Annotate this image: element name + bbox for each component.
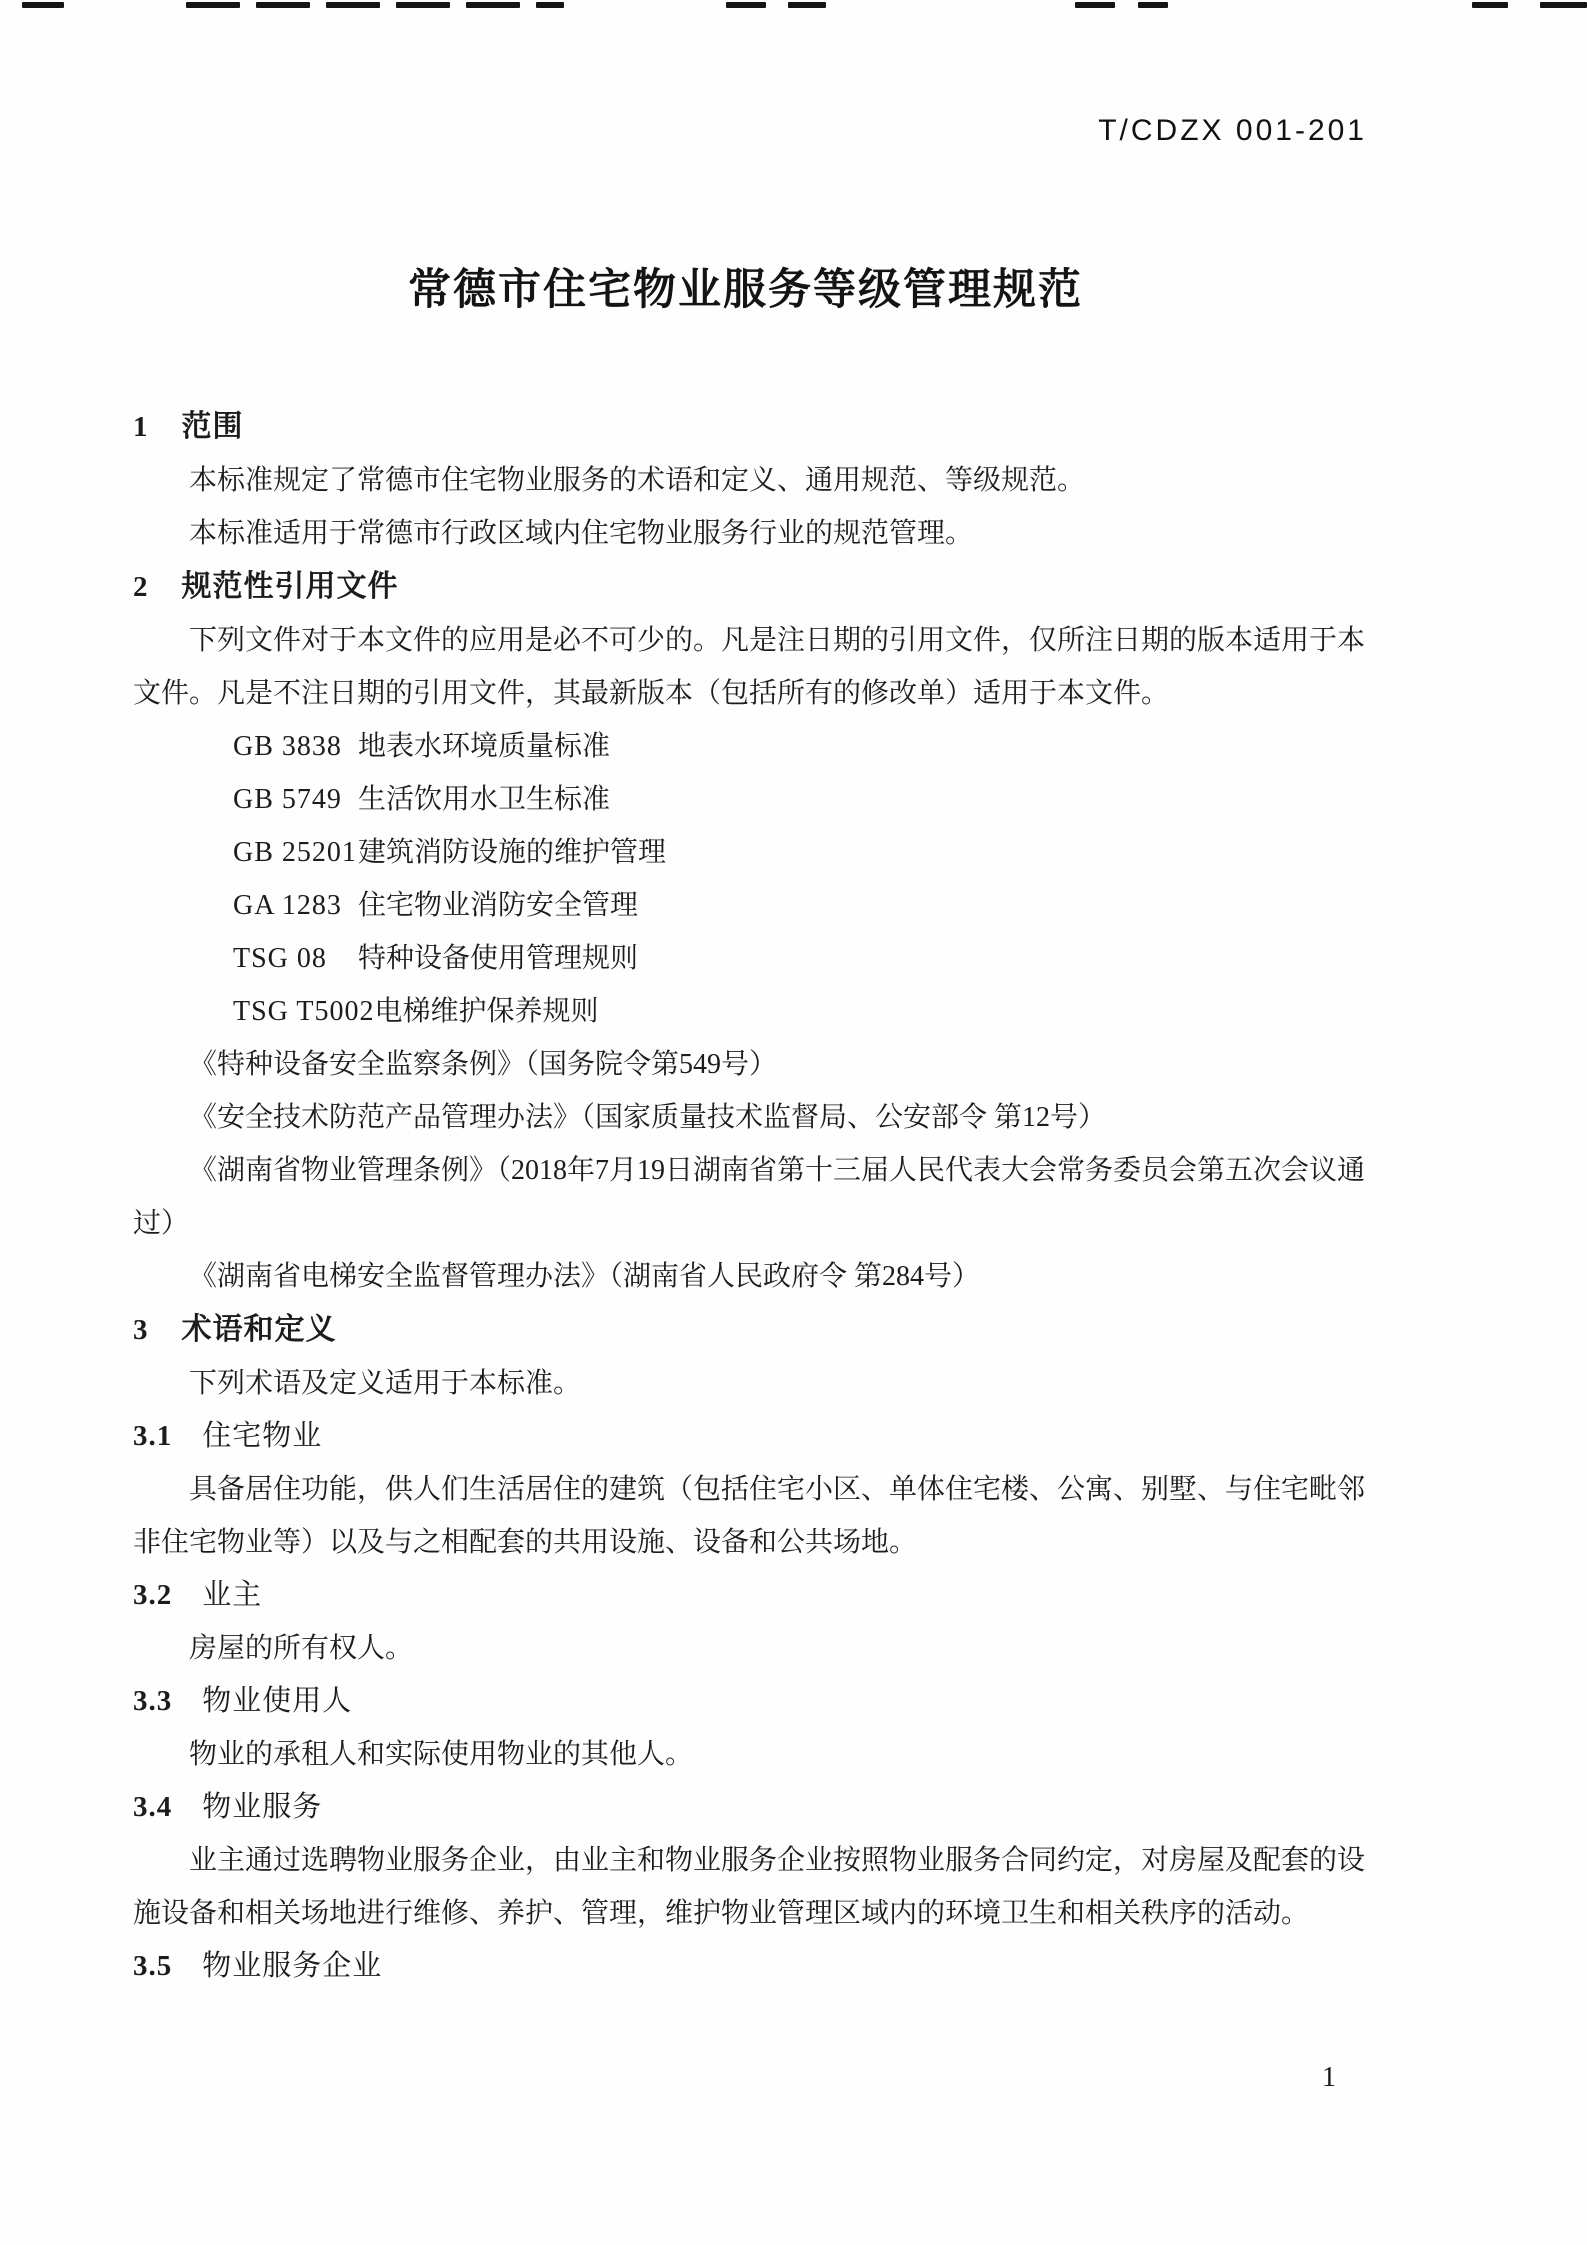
document-body [133,400,1365,1993]
term-3-5-heading [133,1940,1365,1993]
paragraph: 下列术语及定义适用于本标准。 [189,1368,582,1399]
scan-artifact-dash [256,2,310,8]
term-definition: 物业的承租人和实际使用物业的其他人。 [189,1739,694,1770]
paragraph: 本标准规定了常德市住宅物业服务的术语和定义、通用规范、等级规范。 [189,465,1086,496]
standard-reference-code: GA 1283 [233,890,342,921]
section-3-heading [133,1303,1365,1357]
regulation-reference: 《特种设备安全监察条例》（国务院令第549号） [189,1049,778,1080]
standard-reference-code: GB 5749 [233,784,342,815]
term-title: 物业服务 [202,1791,323,1823]
term-title: 业主 [202,1579,263,1611]
standard-reference-name: 地表水环境质量标准 [358,731,611,762]
document-title: 常德市住宅物业服务等级管理规范 [408,266,1083,314]
standard-reference-name: 住宅物业消防安全管理 [358,890,639,921]
standard-reference-code: TSG 08 [233,943,327,974]
scan-artifact-dash [1138,2,1168,8]
scan-artifact-dash [1472,2,1508,8]
term-3-3-heading [133,1675,1365,1728]
scan-artifact-dash [1075,2,1115,8]
standard-reference-name: 电梯维护保养规则 [374,996,599,1027]
standard-reference-row [133,826,1365,879]
section-number: 3 [133,1314,148,1346]
paragraph: 本标准适用于常德市行政区域内住宅物业服务行业的规范管理。 [189,518,974,549]
scan-artifact-dash [22,2,64,8]
term-number: 3.1 [133,1420,173,1452]
section-2-heading [133,560,1365,614]
section-number: 2 [133,571,148,603]
term-3-1-heading [133,1410,1365,1463]
scan-artifact-dash [186,2,240,8]
regulation-reference: 《湖南省物业管理条例》（2018年7月19日湖南省第十三届人民代表大会常务委员会第五次会议通过） [133,1155,1366,1239]
standard-reference-row [133,773,1365,826]
standard-reference-code: GB 3838 [233,731,342,762]
term-definition: 房屋的所有权人。 [189,1633,414,1664]
standard-reference-code: GB 25201 [233,837,357,868]
scan-artifact-dash [396,2,450,8]
term-3-2-heading [133,1569,1365,1622]
standard-reference-name: 建筑消防设施的维护管理 [358,837,667,868]
regulation-reference: 《湖南省电梯安全监督管理办法》（湖南省人民政府令 第284号） [189,1261,981,1292]
term-3-4-heading [133,1781,1365,1834]
scan-artifact-dash [536,2,564,8]
term-title: 物业使用人 [202,1685,353,1717]
regulation-reference: 《安全技术防范产品管理办法》（国家质量技术监督局、公安部令 第12号） [189,1102,1107,1133]
scan-artifact-dash [788,2,826,8]
term-title: 物业服务企业 [202,1950,383,1982]
page-number: 1 [1322,2062,1336,2093]
standard-reference-name: 特种设备使用管理规则 [358,943,639,974]
term-number: 3.3 [133,1685,173,1717]
term-number: 3.4 [133,1791,173,1823]
section-title: 术语和定义 [181,1313,337,1346]
term-definition: 具备居住功能，供人们生活居住的建筑（包括住宅小区、单体住宅楼、公寓、别墅、与住宅毗邻非住宅物业等）以及与之相配套的共用设施、设备和公共场地。 [133,1474,1366,1558]
standard-reference-row [133,932,1365,985]
standard-reference-row [133,720,1365,773]
term-definition: 业主通过选聘物业服务企业，由业主和物业服务企业按照物业服务合同约定，对房屋及配套的设施设备和相关场地进行维修、养护、管理，维护物业管理区域内的环境卫生和相关秩序的活动。 [133,1845,1366,1929]
paragraph: 下列文件对于本文件的应用是必不可少的。凡是注日期的引用文件，仅所注日期的版本适用于本文件。凡是不注日期的引用文件，其最新版本（包括所有的修改单）适用于本文件。 [133,625,1366,709]
scan-artifact-dash [726,2,766,8]
section-1-heading [133,400,1365,454]
term-number: 3.2 [133,1579,173,1611]
scan-artifact-dash [466,2,520,8]
section-number: 1 [133,411,148,443]
standard-reference-code: TSG T5002 [233,996,375,1027]
scan-artifact-dash [326,2,380,8]
term-title: 住宅物业 [202,1420,323,1452]
term-number: 3.5 [133,1950,173,1982]
standard-code: T/CDZX 001-201 [1098,114,1367,147]
section-title: 规范性引用文件 [181,570,399,603]
scan-artifacts [0,0,1587,14]
standard-reference-name: 生活饮用水卫生标准 [358,784,611,815]
standard-reference-row [133,879,1365,932]
section-title: 范围 [181,410,244,443]
standard-reference-row [133,985,1365,1038]
scan-artifact-dash [1540,2,1587,8]
